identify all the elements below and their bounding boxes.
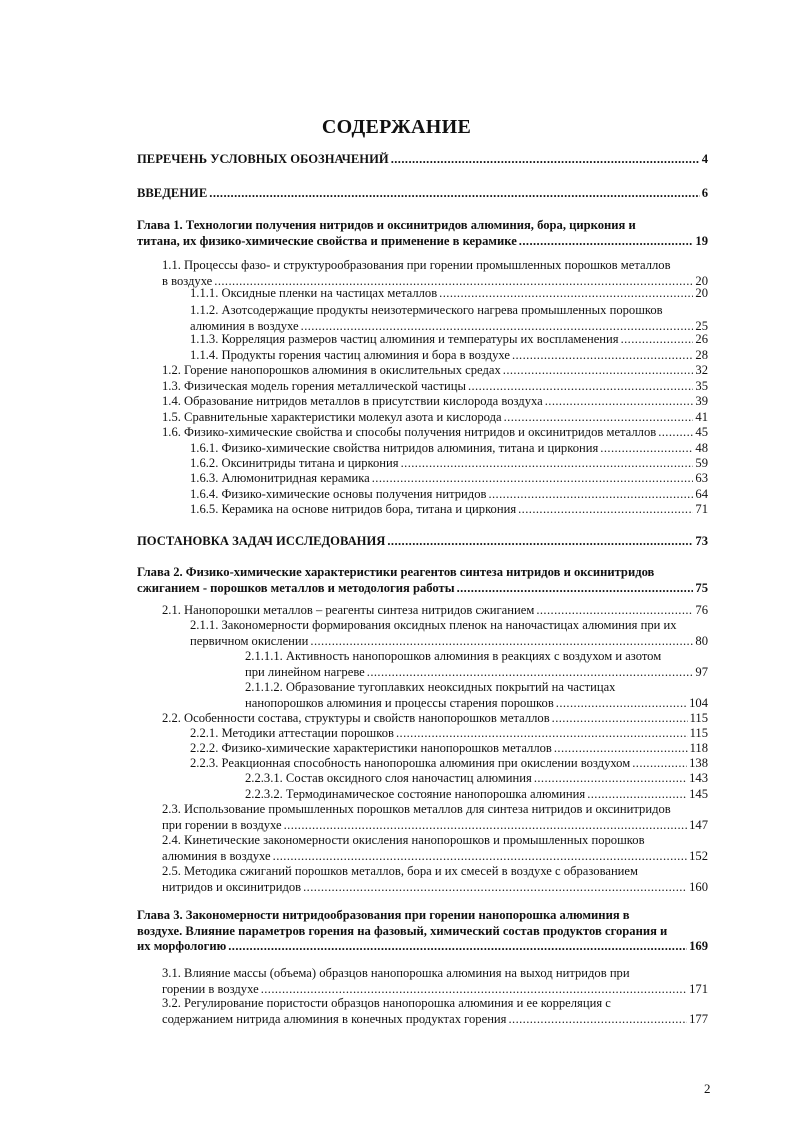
toc-entry-text: нитридов и оксинитридов xyxy=(162,879,302,894)
toc-entry[interactable] xyxy=(162,711,708,727)
toc-entry-text: 1.1.2. Азотсодержащие продукты неизотермического нагрева промышленных порошков xyxy=(190,303,663,317)
toc-page-number: 143 xyxy=(689,771,708,785)
toc-entry-text: сжиганием - порошков металлов и методология работы xyxy=(137,580,455,595)
toc-entry-text: 2.2.3.1. Состав оксидного слоя наночастиц алюминия xyxy=(245,771,532,785)
toc-entry[interactable] xyxy=(137,186,708,202)
toc-entry-text: 1.4. Образование нитридов металлов в присутствии кислорода воздуха xyxy=(162,394,543,408)
toc-page-number: 25 xyxy=(695,318,708,333)
toc-page-number: 152 xyxy=(689,848,708,863)
toc-entry-text: 2.1.1.1. Активность нанопорошков алюминия в реакциях с воздухом и азотом xyxy=(245,649,662,663)
dot-leader xyxy=(552,711,688,727)
dot-leader xyxy=(468,379,693,395)
dot-leader xyxy=(310,634,693,650)
toc-page-number: 80 xyxy=(695,633,708,648)
toc-entry-text: 1.6.5. Керамика на основе нитридов бора, титана и циркония xyxy=(190,502,517,516)
toc-entry[interactable] xyxy=(190,471,708,487)
toc-entry-text: 2.2. Особенности состава, структуры и свойств нанопорошков металлов xyxy=(162,711,550,725)
dot-leader xyxy=(632,756,687,772)
toc-entry[interactable] xyxy=(190,348,708,364)
toc-page-number: 115 xyxy=(689,711,708,725)
toc-entry-text: 2.2.1. Методики аттестации порошков xyxy=(190,726,394,740)
toc-entry-text: 1.3. Физическая модель горения металлической частицы xyxy=(162,379,466,393)
toc-page-number: 104 xyxy=(689,695,708,710)
dot-leader xyxy=(534,771,687,787)
toc-page-number: 75 xyxy=(695,580,708,595)
toc-page-number: 64 xyxy=(695,487,708,501)
toc-entry-text: 1.1.4. Продукты горения частиц алюминия и бора в воздухе xyxy=(190,348,510,362)
toc-entry-text: содержанием нитрида алюминия в конечных продуктах горения xyxy=(162,1011,507,1026)
toc-entry-text: Глава 2. Физико-химические характеристики реагентов синтеза нитридов и оксинитридов xyxy=(137,565,655,579)
dot-leader xyxy=(284,818,688,834)
toc-entry[interactable] xyxy=(245,787,708,803)
toc-entry-text: в воздухе xyxy=(162,273,213,288)
toc-entry-text: 2.4. Кинетические закономерности окисления нанопорошков и промышленных порошков xyxy=(162,833,645,847)
dot-leader xyxy=(554,741,688,757)
toc-page-number: 20 xyxy=(695,273,708,288)
toc-entry[interactable] xyxy=(137,908,708,955)
toc-page-number: 115 xyxy=(689,726,708,740)
toc-entry[interactable] xyxy=(162,363,708,379)
toc-entry-text: Глава 1. Технологии получения нитридов и оксинитридов алюминия, бора, циркония и xyxy=(137,218,636,232)
toc-page-number: 73 xyxy=(695,534,708,548)
toc-entry[interactable] xyxy=(162,996,708,1027)
toc-entry[interactable] xyxy=(137,218,708,249)
toc-entry[interactable] xyxy=(190,618,708,649)
toc-page-number: 138 xyxy=(689,756,708,770)
toc-entry[interactable] xyxy=(245,771,708,787)
dot-leader xyxy=(228,939,687,955)
dot-leader xyxy=(439,286,693,302)
toc-page-number: 39 xyxy=(695,394,708,408)
toc-entry[interactable] xyxy=(162,258,708,289)
toc-entry[interactable] xyxy=(190,441,708,457)
dot-leader xyxy=(519,234,694,250)
toc-entry-text: 1.6.1. Физико-химические свойства нитридов алюминия, титана и циркония xyxy=(190,441,599,455)
toc-page-number: 171 xyxy=(689,981,708,996)
toc-page-number: 41 xyxy=(695,410,708,424)
toc-entry-text: 1.5. Сравнительные характеристики молекул азота и кислорода xyxy=(162,410,502,424)
dot-leader xyxy=(209,186,699,202)
toc-page-number: 20 xyxy=(695,286,708,300)
toc-entry-text: 3.2. Регулирование пористости образцов нанопорошка алюминия и ее корреляция с xyxy=(162,996,611,1010)
dot-leader xyxy=(367,665,694,681)
dot-leader xyxy=(512,348,693,364)
dot-leader xyxy=(401,456,694,472)
toc-page-number: 6 xyxy=(701,186,708,200)
toc-entry-text: при горении в воздухе xyxy=(162,817,282,832)
toc-entry-text: титана, их физико-химические свойства и применение в керамике xyxy=(137,233,517,248)
toc-page-number: 160 xyxy=(689,879,708,894)
toc-entry-text: 2.5. Методика сжиганий порошков металлов, бора и их смесей в воздухе с образованием xyxy=(162,864,638,878)
toc-page-number: 147 xyxy=(689,817,708,832)
toc-entry-text: 1.6.3. Алюмонитридная керамика xyxy=(190,471,370,485)
toc-entry[interactable] xyxy=(190,286,708,302)
dot-leader xyxy=(545,394,694,410)
toc-entry-text: 2.2.3. Реакционная способность нанопорошка алюминия при окислении воздухом xyxy=(190,756,631,770)
dot-leader xyxy=(261,982,687,998)
toc-entry[interactable] xyxy=(245,680,708,711)
toc-page-number: 35 xyxy=(695,379,708,393)
page-number: 2 xyxy=(704,1081,711,1096)
toc-entry-text: 2.1. Нанопорошки металлов – реагенты синтеза нитридов сжиганием xyxy=(162,603,535,617)
toc-entry-text: 2.1.1.2. Образование тугоплавких неоксидных покрытий на частицах xyxy=(245,680,616,694)
toc-entry-text: 1.2. Горение нанопорошков алюминия в окислительных средах xyxy=(162,363,501,377)
dot-leader xyxy=(387,534,693,550)
dot-leader xyxy=(372,471,694,487)
toc-entry-text: ВВЕДЕНИЕ xyxy=(137,186,208,200)
toc-entry-text: алюминия в воздухе xyxy=(162,848,271,863)
toc-page-number: 169 xyxy=(689,939,708,954)
dot-leader xyxy=(658,425,693,441)
toc-entry-text: первичном окислении xyxy=(190,633,309,648)
toc-entry-text: при линейном нагреве xyxy=(245,664,365,679)
toc-entry[interactable] xyxy=(162,802,708,833)
toc-entry[interactable] xyxy=(190,332,708,348)
dot-leader xyxy=(391,152,700,168)
toc-entry-text: 1.1. Процессы фазо- и структурообразования при горении промышленных порошков металлов xyxy=(162,258,671,272)
toc-entry[interactable] xyxy=(162,864,708,895)
toc-entry-text: 3.1. Влияние массы (объема) образцов нанопорошка алюминия на выход нитридов при xyxy=(162,966,630,980)
toc-entry-text: нанопорошков алюминия и процессы старения порошков xyxy=(245,695,554,710)
toc-entry[interactable] xyxy=(162,425,708,441)
dot-leader xyxy=(457,581,694,597)
toc-entry[interactable] xyxy=(162,833,708,864)
toc-entry-text: воздухе. Влияние параметров горения на фазовый, химический состав продуктов сгорания и xyxy=(137,923,668,938)
toc-page-number: 97 xyxy=(695,664,708,679)
dot-leader xyxy=(536,603,693,619)
toc-page-number: 26 xyxy=(695,332,708,346)
toc-entry-text: их морфологию xyxy=(137,939,227,954)
toc-entry[interactable] xyxy=(190,726,708,742)
page-title: СОДЕРЖАНИЕ xyxy=(321,116,472,138)
dot-leader xyxy=(518,502,693,518)
toc-entry-text: 2.1.1. Закономерности формирования оксидных пленок на наночастицах алюминия при их xyxy=(190,618,677,632)
toc-entry-text: горении в воздухе xyxy=(162,981,259,996)
dot-leader xyxy=(504,410,694,426)
toc-entry-text: 1.6.4. Физико-химические основы получения нитридов xyxy=(190,487,487,501)
toc-entry[interactable] xyxy=(137,534,708,550)
dot-leader xyxy=(587,787,687,803)
toc-page-number: 32 xyxy=(695,363,708,377)
toc-entry-text: 2.2.2. Физико-химические характеристики нанопорошков металлов xyxy=(190,741,552,755)
toc-entry[interactable] xyxy=(190,303,708,334)
toc-entry-text: Глава 3. Закономерности нитридообразования при горении нанопорошка алюминия в xyxy=(137,908,630,922)
dot-leader xyxy=(600,441,693,457)
dot-leader xyxy=(303,880,687,896)
toc-entry-text: 1.6.2. Оксинитриды титана и циркония xyxy=(190,456,399,470)
toc-entry[interactable] xyxy=(137,152,708,168)
toc-page-number: 63 xyxy=(695,471,708,485)
toc-entry[interactable] xyxy=(162,603,708,619)
toc-entry-text: 1.1.3. Корреляция размеров частиц алюминия и температуры их воспламенения xyxy=(190,332,619,346)
dot-leader xyxy=(621,332,694,348)
toc-entry[interactable] xyxy=(190,756,708,772)
toc-page-number: 19 xyxy=(695,233,708,248)
toc-entry[interactable] xyxy=(162,394,708,410)
toc-page-number: 71 xyxy=(695,502,708,516)
toc-page-number: 45 xyxy=(695,425,708,439)
toc-entry[interactable] xyxy=(190,502,708,518)
toc-entry-text: 1.6. Физико-химические свойства и способы получения нитридов и оксинитридов металлов xyxy=(162,425,657,439)
toc-entry[interactable] xyxy=(245,649,708,680)
toc-page-number: 48 xyxy=(695,441,708,455)
toc-entry-text: 1.1.1. Оксидные пленки на частицах металлов xyxy=(190,286,438,300)
toc-entry[interactable] xyxy=(190,487,708,503)
dot-leader xyxy=(273,849,687,865)
dot-leader xyxy=(503,363,694,379)
toc-entry[interactable] xyxy=(190,456,708,472)
toc-page-number: 4 xyxy=(701,152,708,166)
toc-entry-text: 2.3. Использование промышленных порошков металлов для синтеза нитридов и оксинитридов xyxy=(162,802,671,816)
dot-leader xyxy=(508,1012,687,1028)
dot-leader xyxy=(488,487,693,503)
toc-page-number: 177 xyxy=(689,1011,708,1026)
toc-entry[interactable] xyxy=(162,379,708,395)
toc-entry[interactable] xyxy=(162,966,708,997)
dot-leader xyxy=(556,696,687,712)
toc-entry[interactable] xyxy=(137,565,708,596)
toc-entry[interactable] xyxy=(162,410,708,426)
toc-entry-text: алюминия в воздухе xyxy=(190,318,299,333)
toc-page-number: 118 xyxy=(689,741,708,755)
toc-entry-text: ПЕРЕЧЕНЬ УСЛОВНЫХ ОБОЗНАЧЕНИЙ xyxy=(137,152,389,166)
toc-entry[interactable] xyxy=(190,741,708,757)
toc-entry-text: ПОСТАНОВКА ЗАДАЧ ИССЛЕДОВАНИЯ xyxy=(137,534,386,548)
dot-leader xyxy=(396,726,688,742)
toc-page-number: 145 xyxy=(689,787,708,801)
toc-page-number: 59 xyxy=(695,456,708,470)
toc-entry-text: 2.2.3.2. Термодинамическое состояние нанопорошка алюминия xyxy=(245,787,586,801)
toc-page-number: 76 xyxy=(695,603,708,617)
toc-page-number: 28 xyxy=(695,348,708,362)
